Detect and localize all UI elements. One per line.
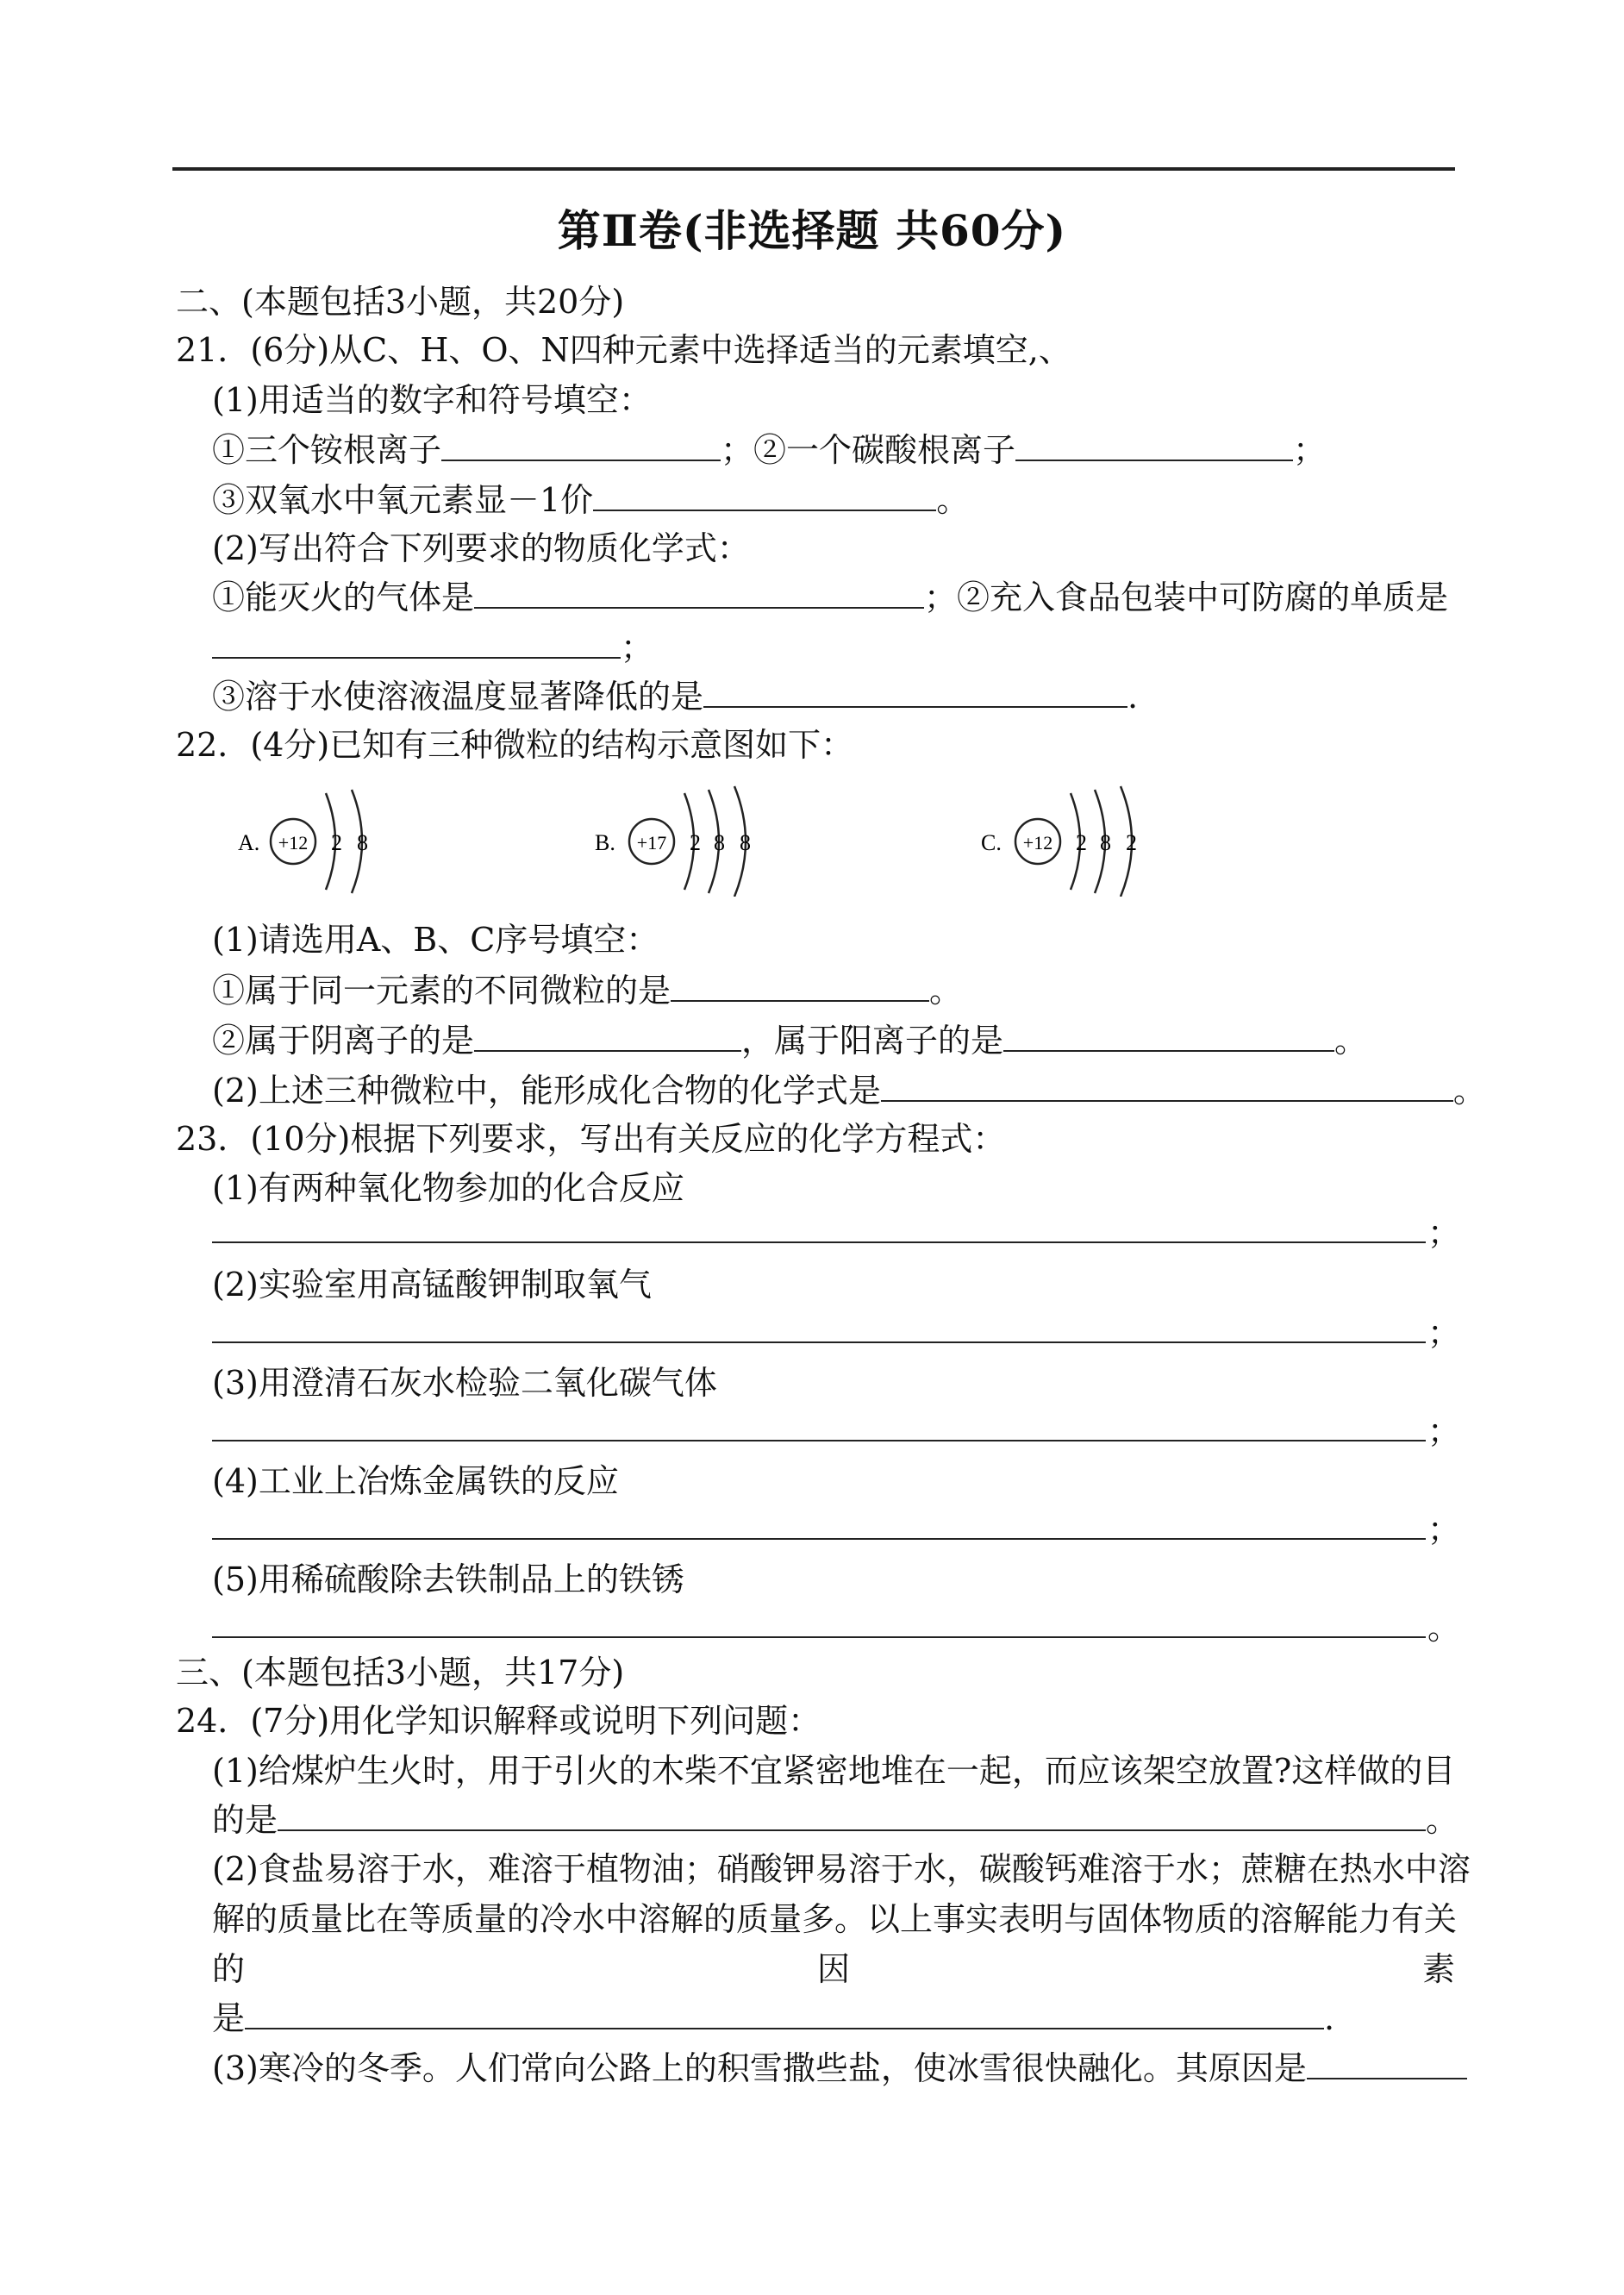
q23-item-1: (1)有两种氧化物参加的化合反应 [212,1169,684,1207]
punct: . [1127,678,1139,716]
answer-blank[interactable] [278,1798,1426,1831]
q21-item-carbonate: ②一个碳酸根离子 [753,431,1016,469]
shell-count: 8 [1100,830,1111,855]
q21-item-preservative: ②充入食品包装中可防腐的单质是 [957,578,1449,616]
justified-word: 因 [816,1950,850,1988]
punct: ； [1293,431,1327,469]
diagram-a [238,790,368,893]
shell-count: 8 [714,830,725,855]
punct: . [1324,1999,1335,2037]
answer-blank[interactable] [1307,2047,1467,2079]
diagram-a-label: A. [238,830,260,855]
q21-part2-line1 [212,576,1448,618]
q22-part1-line2 [212,1019,1367,1061]
q21-part2: (2)写出符合下列要求的物质化学式： [212,529,750,567]
q24-part1-line2 [212,1798,1458,1841]
q23-item-2: (2)实验室用高锰酸钾制取氧气 [212,1266,652,1304]
answer-blank[interactable] [441,428,721,461]
section-2-heading: 二、(本题包括3小题，共20分) [176,283,625,321]
q24-part1-line1: (1)给煤炉生火时，用于引火的木柴不宜紧密地堆在一起，而应该架空放置?这样做的目 [212,1752,1456,1790]
diagram-c-label: C. [981,830,1002,855]
q21-item-peroxide: ③双氧水中氧元素显－1价 [212,481,594,519]
q22-stem: 22．(4分)已知有三种微粒的结构示意图如下： [176,726,854,764]
section-3-heading: 三、(本题包括3小题，共17分) [176,1654,625,1692]
justified-word: 的 [212,1950,246,1988]
answer-blank[interactable] [703,675,1127,708]
answer-line[interactable] [212,1341,1426,1343]
q23-item-4: (4)工业上冶炼金属铁的反应 [212,1462,619,1500]
q22-item-same-element: ①属于同一元素的不同微粒的是 [212,972,671,1010]
punct: ； [1427,1510,1461,1548]
punct: 。 [1334,1022,1368,1060]
q21-part2-line2 [212,626,653,668]
justified-word: 素 [1421,1950,1455,1988]
q24-part2-line2: 解的质量比在等质量的冷水中溶解的质量多。以上事实表明与固体物质的溶解能力有关 [212,1900,1458,1938]
atomic-structure-diagrams [224,785,1172,897]
shell-count: 8 [357,830,368,855]
answer-blank[interactable] [1003,1019,1334,1052]
answer-line[interactable] [212,1636,1426,1638]
q24-part2-line3 [212,1948,1455,1990]
nucleus-charge: +12 [1022,832,1053,854]
answer-blank[interactable] [212,626,621,659]
q21-part1-line1 [212,428,1326,471]
answer-blank[interactable] [1015,428,1293,461]
q21-stem: 21．(6分)从C、H、O、N四种元素中选择适当的元素填空,、 [176,331,1071,369]
punct: 。 [1426,1801,1459,1839]
q24-part2-line4 [212,1997,1334,2039]
answer-blank[interactable] [474,1019,741,1052]
answer-blank[interactable] [881,1069,1453,1102]
answer-blank[interactable] [245,1997,1324,2029]
q24-part2-prefix: 是 [212,1999,246,2037]
nucleus-charge: +12 [278,832,309,854]
q22-item-cation: ，属于阳离子的是 [741,1022,1004,1060]
punct: 。 [936,481,970,519]
q24-stem: 24．(7分)用化学知识解释或说明下列问题： [176,1702,821,1740]
answer-line[interactable] [212,1538,1426,1540]
answer-blank[interactable] [474,576,924,609]
answer-line[interactable] [212,1241,1426,1243]
nucleus-charge: +17 [636,832,667,854]
shell-count: 2 [690,830,701,855]
q21-item-extinguish: ①能灭火的气体是 [212,578,475,616]
punct: 。 [1452,1072,1486,1110]
q21-part2-line3 [212,675,1138,717]
q23-stem: 23．(10分)根据下列要求，写出有关反应的化学方程式： [176,1120,1006,1158]
q21-part1-line2 [212,478,969,521]
answer-line[interactable] [212,1440,1426,1441]
header-rule [172,167,1455,171]
q22-part1: (1)请选用A、B、C序号填空： [212,921,659,959]
punct: 。 [1427,1609,1461,1647]
diagram-b-label: B. [595,830,615,855]
q22-part1-line1 [212,969,962,1011]
q24-part3-line1 [212,2047,1467,2089]
q22-item-compound-formula: (2)上述三种微粒中，能形成化合物的化学式是 [212,1072,881,1110]
punct: ； [621,628,654,666]
page-title: 第Ⅱ卷(非选择题 共60分) [557,205,1067,256]
q24-part2-line1: (2)食盐易溶于水，难溶于植物油；硝酸钾易溶于水，碳酸钙难溶于水；蔗糖在热水中溶 [212,1850,1471,1888]
shell-count: 2 [331,830,342,855]
q22-part2-line [212,1069,1486,1111]
q23-item-3: (3)用澄清石灰水检验二氧化碳气体 [212,1364,717,1402]
shell-count: 8 [740,830,751,855]
q24-part1-prefix: 的是 [212,1801,278,1839]
answer-blank[interactable] [593,478,936,511]
q23-item-5: (5)用稀硫酸除去铁制品上的铁锈 [212,1560,684,1598]
diagram-c [981,786,1137,897]
punct: ； [1427,1412,1461,1450]
shell-count: 2 [1126,830,1137,855]
q24-part3-text: (3)寒冷的冬季。人们常向公路上的积雪撒些盐，使冰雪很快融化。其原因是 [212,2049,1307,2087]
q21-item-endothermic: ③溶于水使溶液温度显著降低的是 [212,678,704,716]
answer-blank[interactable] [671,969,929,1002]
diagram-b [595,786,751,897]
q22-item-anion: ②属于阴离子的是 [212,1022,475,1060]
q21-part1: (1)用适当的数字和符号填空： [212,381,652,419]
punct: ； [721,431,754,469]
q21-item-ammonium: ①三个铵根离子 [212,431,442,469]
punct: 。 [929,972,963,1010]
punct: ； [924,578,958,616]
shell-count: 2 [1076,830,1087,855]
punct: ； [1427,1314,1461,1352]
punct: ； [1427,1214,1461,1252]
